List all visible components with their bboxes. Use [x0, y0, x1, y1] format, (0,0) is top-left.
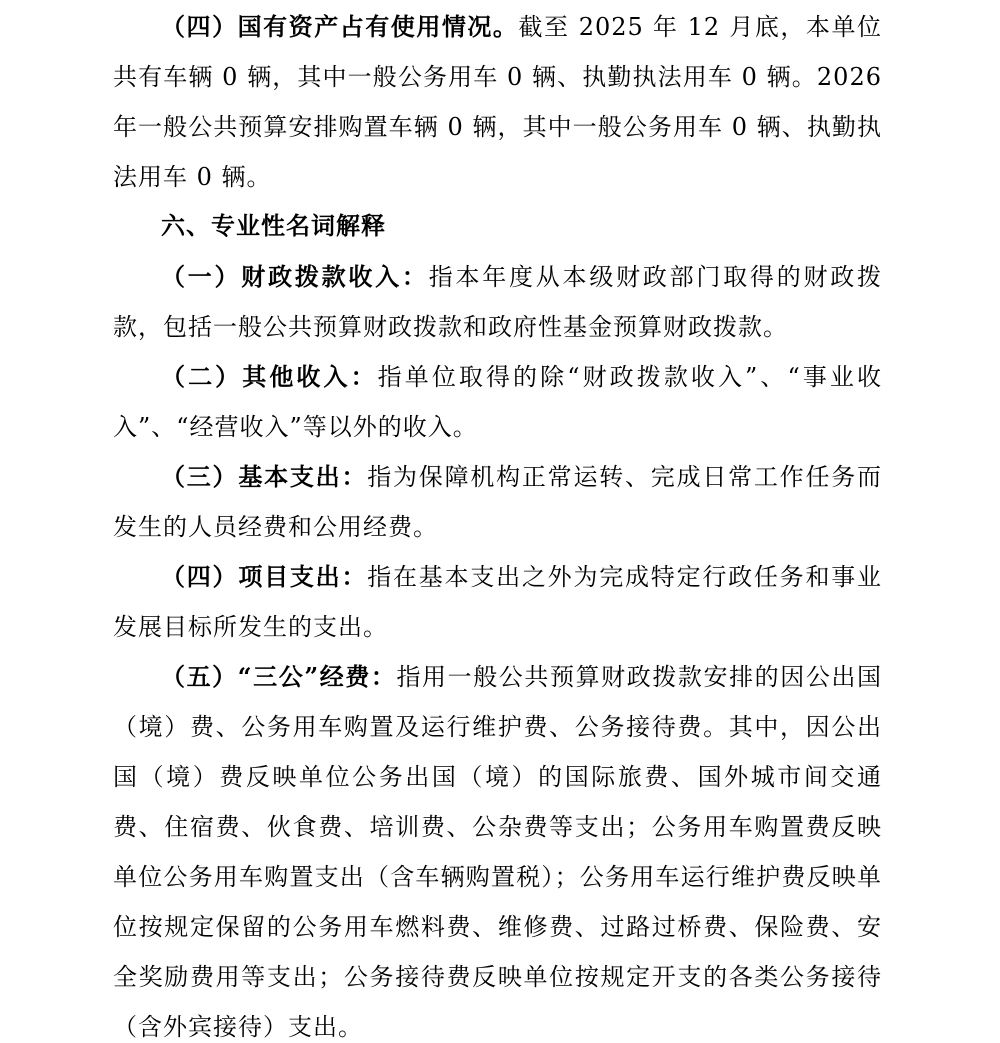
section-heading-terminology: 六、专业性名词解释: [161, 213, 386, 240]
term-para-basic-expenditure: [113, 452, 882, 552]
term-para-fiscal-appropriation-income: [113, 252, 882, 352]
term-definition: 指单位取得的除“财政拨款收入”、“事业收入”、“经营收入”等以外的收入。: [113, 363, 883, 441]
para-state-assets-text: 截至 2025 年 12 月底，本单位共有车辆 0 辆，其中一般公务用车 0 辆、执勤执法用车 0 辆。2026 年一般公共预算安排购置车辆 0 辆，其中一般公务用车 0 辆、执勤执法用车 0 辆。: [113, 13, 882, 191]
term-definition: 指本年度从本级财政部门取得的财政拨款，包括一般公共预算财政拨款和政府性基金预算财政拨款。: [113, 263, 883, 341]
term-definition: 指为保障机构正常运转、完成日常工作任务而发生的人员经费和公用经费。: [113, 463, 883, 541]
para-state-assets: [113, 2, 882, 202]
term-para-three-public-funds: [113, 652, 882, 1043]
term-label: （五）“三公”经费：: [161, 662, 397, 691]
term-label: （二）其他收入：: [161, 362, 378, 391]
term-label: （三）基本支出：: [161, 462, 368, 491]
term-definition: 指用一般公共预算财政拨款安排的因公出国（境）费、公务用车购置及运行维护费、公务接待费。其中，因公出国（境）费反映单位公务出国（境）的国际旅费、国外城市间交通费、住宿费、伙食费、培训费、公杂费等支出；公务用车购置费反映单位公务用车购置支出（含车辆购置税）；公务用车运行维护费反映单位按规定保留的公务用车燃料费、维修费、过路过桥费、保险费、安全奖励费用等支出；公务接待费反映单位按规定开支的各类公务接待（含外宾接待）支出。: [113, 663, 883, 1041]
term-para-other-income: [113, 352, 882, 452]
term-label: （四）项目支出：: [161, 562, 368, 591]
term-para-project-expenditure: [113, 552, 882, 652]
term-label: （一）财政拨款收入：: [161, 262, 429, 291]
term-definition: 指在基本支出之外为完成特定行政任务和事业发展目标所发生的支出。: [113, 563, 883, 641]
para-state-assets-lead: （四）国有资产占有使用情况。: [161, 12, 519, 41]
